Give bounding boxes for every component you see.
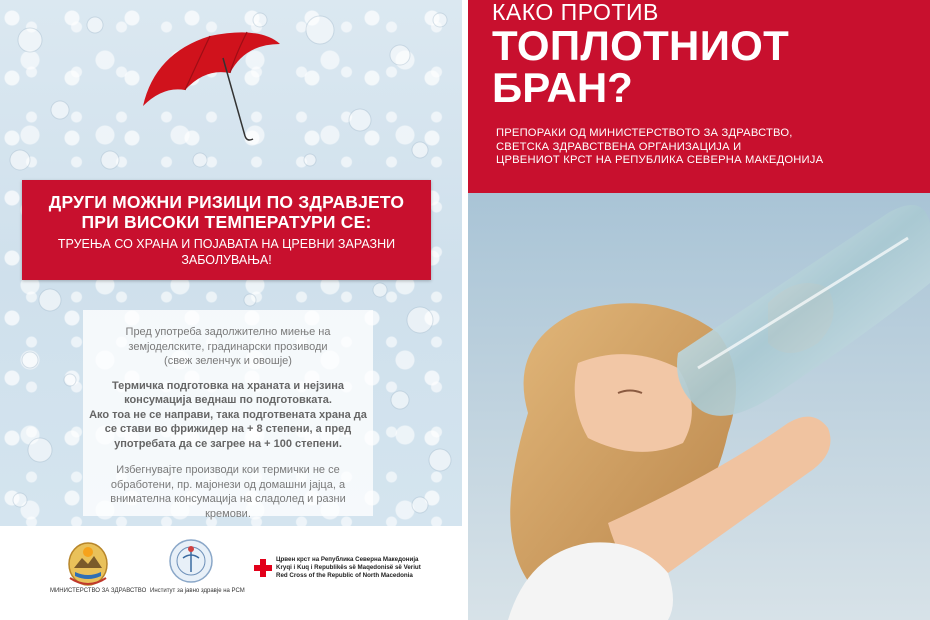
banner-sub-line2: ЗАБОЛУВАЊА! [181,253,272,267]
advice-line: Пред употреба задолжително миење на [125,326,331,338]
advice-line: земјоделските, градинарски прозиводи [128,340,328,353]
umbrella-icon [135,18,285,143]
cover-subtitle [496,127,823,168]
risk-banner [22,180,431,280]
coat-of-arms-icon [66,538,110,588]
cover-kicker: КАКО ПРОТИВ [492,0,659,25]
cover-title-line1: ТОПЛОТНИОТ [492,22,790,69]
banner-heading-line1: ДРУГИ МОЖНИ РИЗИЦИ ПО ЗДРАВЈЕТО [48,192,405,212]
advice-paragraph-washing [83,325,373,369]
advice-line: кремови. [205,507,251,520]
advice-line: обработени, пр. мајонези од домашни јајца, а [110,478,346,491]
subtitle-line: СВЕТСКА ЗДРАВСТВЕНА ОРГАНИЗАЦИЈА И [496,140,742,153]
red-cross-icon [254,559,272,577]
advice-line: Избегнувајте производи кои термички не се [116,464,340,476]
subtitle-line: ЦРВЕНИОТ КРСТ НА РЕПУБЛИКА СЕВЕРНА МАКЕДОНИЈА [496,154,824,166]
advice-box [83,310,373,520]
banner-heading-line2: ПРИ ВИСОКИ ТЕМПЕРАТУРИ СЕ: [81,212,372,232]
advice-line: (свеж зеленчук и овошје) [164,355,292,367]
advice-line: Термичка подготовка на храната и нејзина [111,379,345,392]
ministry-caption: МИНИСТЕРСТВО ЗА ЗДРАВСТВО [50,588,147,594]
red-cross-line: Kryqi i Kuq i Republikës së Maqedonisë së Veriut [276,564,421,571]
subtitle-line: ПРЕПОРАКИ ОД МИНИСТЕРСТВОТО ЗА ЗДРАВСТВО, [496,127,793,139]
advice-line: консумација веднаш по подготовката. [124,394,332,406]
red-cross-name [276,556,421,580]
banner-sub-line1: ТРУЕЊА СО ХРАНА И ПОЈАВАТА НА ЦРЕВНИ ЗАРАЗНИ [57,237,396,251]
advice-line: Ако тоа не се направи, така подготвената храна да [89,408,367,421]
right-page [468,0,930,620]
advice-paragraph-cooking [83,379,373,452]
cover-title-line2: БРАН? [492,64,633,111]
girl-drinking-water-photo [468,193,930,620]
red-cross-line: Red Cross of the Republic of North Macedonia [276,572,413,579]
advice-line: употребата да се загрее на + 100 степени. [114,437,342,450]
advice-line: внимателна консумација на сладолед и разни [110,493,346,505]
red-cross-line: Црвен крст на Република Северна Македонија [276,556,419,563]
institute-logo-icon [168,538,214,584]
left-page [0,0,462,620]
institute-caption: Институт за јавно здравје на РСМ [150,588,245,594]
advice-paragraph-avoid [83,463,373,521]
advice-line: се стави во фрижидер на + 8 степени, а пред [104,423,352,435]
